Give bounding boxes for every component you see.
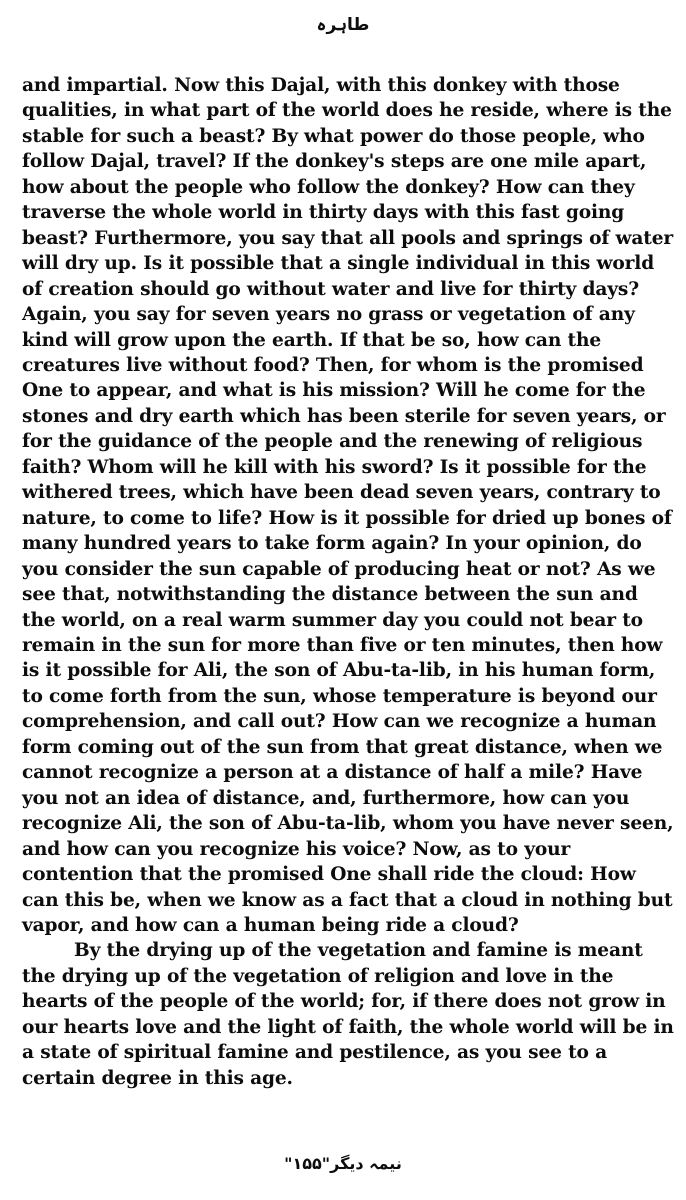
page-header: طاہرہ (316, 15, 370, 35)
paragraph: and impartial. Now this Dajal, with this donkey with those qualities, in what part of the world does he reside, where is the stable for such a beast? By what power do those people, who follow Dajal, travel? If the donkey's steps are one mile apart, how about the people who follow the donkey? How can they traverse the whole world in thirty days with this fast going beast? Furthermore, you say that all pools and springs of water will dry up. Is it possible that a single individual in this world of creation should go without water and live for thirty days? Again, you say for seven years no grass or vegetation of any kind will grow upon the earth. If that be so, how can the creatures live without food? Then, for whom is the promised One to appear, and what is his mission? Will he come for the stones and dry earth which has been sterile for seven years, or for the guidance of the people and the renewing of religious faith? Whom will he kill with his sword? Is it possible for the withered trees, which have been dead seven years, contrary to nature, to come to life? How is it possible for dried up bones of many hundred years to take form again? In your opinion, do you consider the sun capable of producing heat or not? As we see that, notwithstanding the distance between the sun and the world, on a real warm summer day you could not bear to remain in the sun for more than five or ten minutes, then how is it possible for Ali, the son of Abu-ta-lib, in his human form, to come forth from the sun, whose temperature is beyond our comprehension, and call out? How can we recognize a human form coming out of the sun from that great distance, when we cannot recognize a person at a distance of half a mile? Have you not an idea of distance, and, furthermore, how can you recognize Ali, the son of Abu-ta-lib, whom you have never seen, and how can you recognize his voice? Now, as to your contention that the promised One shall ride the cloud: How can this be, when we know as a fact that a cloud in nothing but vapor, and how can a human being ride a cloud? (22, 75, 674, 936)
page-footer: نیمہ دیگر"۱۵۵" (284, 1154, 402, 1173)
body-text (22, 73, 674, 1091)
paragraph: By the drying up of the vegetation and famine is meant the drying up of the vegetation of religion and love in the hearts of the people of the world; for, if there does not grow in our hearts love and the light of faith, the whole world will be in a state of spiritual famine and pestilence, as you see to a certain degree in this age. (22, 940, 674, 1089)
